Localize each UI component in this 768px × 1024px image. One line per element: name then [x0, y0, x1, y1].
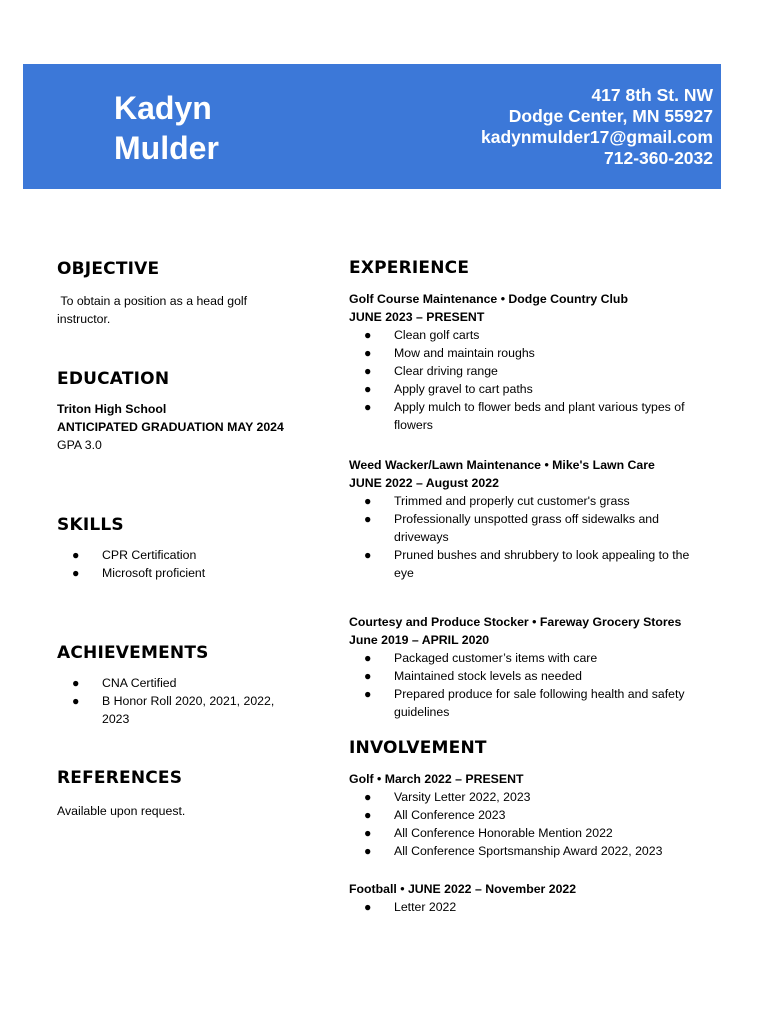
- list-item: ● Trimmed and properly cut customer's grass: [364, 494, 630, 508]
- bullet-icon: ●: [364, 669, 372, 683]
- list-item: ● Packaged customer’s items with care: [364, 651, 598, 665]
- list-item: ● CPR Certification: [72, 548, 197, 562]
- objective-text: To obtain a position as a head golf instructor.: [57, 294, 251, 326]
- achievements-list: [57, 674, 287, 728]
- involvement-heading: Golf • March 2022 – PRESENT: [349, 772, 524, 786]
- references-title: REFERENCES: [57, 768, 183, 788]
- last-name: Mulder: [114, 130, 219, 166]
- list-item: ● Clean golf carts: [364, 328, 480, 342]
- objective-title: OBJECTIVE: [57, 259, 160, 279]
- job-duties: [349, 492, 709, 582]
- first-name: Kadyn: [114, 90, 212, 126]
- school-name: Triton High School: [57, 402, 167, 416]
- list-item: ● Apply gravel to cart paths: [364, 382, 533, 396]
- list-item: ● Professionally unspotted grass off sidewalks and driveways: [364, 512, 659, 544]
- bullet-icon: ●: [72, 676, 80, 690]
- achievements-title: ACHIEVEMENTS: [57, 643, 209, 663]
- job-dates: JUNE 2023 – PRESENT: [349, 310, 485, 324]
- education-title: EDUCATION: [57, 369, 170, 389]
- bullet-icon: ●: [364, 512, 372, 526]
- references-text: Available upon request.: [57, 804, 186, 818]
- involvement-items: [349, 788, 709, 860]
- objective-section: [57, 258, 307, 328]
- bullet-icon: ●: [364, 328, 372, 342]
- list-item: ● Maintained stock levels as needed: [364, 669, 582, 683]
- list-item: ● All Conference Honorable Mention 2022: [364, 826, 613, 840]
- bullet-icon: ●: [364, 790, 372, 804]
- bullet-icon: ●: [72, 548, 80, 562]
- bullet-icon: ●: [364, 494, 372, 508]
- bullet-icon: ●: [364, 400, 372, 414]
- skills-section: [57, 514, 307, 582]
- involvement-heading: Football • JUNE 2022 – November 2022: [349, 882, 577, 896]
- list-item: ● Apply mulch to flower beds and plant various types of flowers: [364, 400, 685, 432]
- address-line-2: Dodge Center, MN 55927: [508, 106, 713, 126]
- job-heading: Golf Course Maintenance • Dodge Country Club: [349, 292, 628, 306]
- list-item: ● Microsoft proficient: [72, 566, 206, 580]
- job-entry: [349, 456, 709, 582]
- involvement-entry: [349, 770, 709, 860]
- bullet-icon: ●: [364, 844, 372, 858]
- bullet-icon: ●: [364, 687, 372, 701]
- email-link[interactable]: kadynmulder17@gmail.com: [480, 127, 713, 147]
- job-heading: Weed Wacker/Lawn Maintenance • Mike's Lawn Care: [349, 458, 655, 472]
- experience-title: EXPERIENCE: [349, 258, 470, 278]
- involvement-entry: [349, 880, 709, 916]
- skills-title: SKILLS: [57, 515, 124, 535]
- achievements-section: [57, 642, 307, 728]
- skills-list: [57, 546, 307, 582]
- list-item: ● Letter 2022: [364, 900, 457, 914]
- contact-info: [481, 85, 713, 169]
- bullet-icon: ●: [364, 826, 372, 840]
- education-section: [57, 368, 307, 454]
- job-dates: June 2019 – APRIL 2020: [349, 633, 490, 647]
- experience-section: [349, 257, 709, 719]
- list-item: ● All Conference 2023: [364, 808, 506, 822]
- list-item: ● All Conference Sportsmanship Award 2022, 2023: [364, 844, 663, 858]
- bullet-icon: ●: [364, 364, 372, 378]
- bullet-icon: ●: [364, 346, 372, 360]
- bullet-icon: ●: [72, 566, 80, 580]
- references-section: [57, 767, 307, 820]
- bullet-icon: ●: [364, 900, 372, 914]
- gpa: GPA 3.0: [57, 438, 102, 452]
- phone-number: 712-360-2032: [604, 148, 713, 168]
- job-heading: Courtesy and Produce Stocker • Fareway Grocery Stores: [349, 615, 682, 629]
- involvement-section: [349, 737, 709, 914]
- bullet-icon: ●: [364, 808, 372, 822]
- job-dates: JUNE 2022 – August 2022: [349, 476, 499, 490]
- list-item: ● Clear driving range: [364, 364, 498, 378]
- graduation-date: ANTICIPATED GRADUATION MAY 2024: [57, 420, 284, 434]
- job-duties: [349, 326, 709, 434]
- list-item: ● Varsity Letter 2022, 2023: [364, 790, 531, 804]
- list-item: ● CNA Certified: [72, 676, 177, 690]
- bullet-icon: ●: [72, 694, 80, 708]
- involvement-items: [349, 898, 709, 916]
- resume-header: [23, 64, 721, 189]
- address-line-1: 417 8th St. NW: [591, 85, 713, 105]
- bullet-icon: ●: [364, 548, 372, 562]
- list-item: ● Mow and maintain roughs: [364, 346, 535, 360]
- bullet-icon: ●: [364, 382, 372, 396]
- applicant-name: [114, 88, 219, 168]
- list-item: ● Prepared produce for sale following health and safety guidelines: [364, 687, 685, 719]
- list-item: ● B Honor Roll 2020, 2021, 2022, 2023: [72, 694, 275, 726]
- job-entry: [349, 290, 709, 434]
- job-duties: [349, 649, 709, 721]
- involvement-title: INVOLVEMENT: [349, 738, 487, 758]
- job-entry: [349, 613, 709, 721]
- list-item: ● Pruned bushes and shrubbery to look appealing to the eye: [364, 548, 690, 580]
- bullet-icon: ●: [364, 651, 372, 665]
